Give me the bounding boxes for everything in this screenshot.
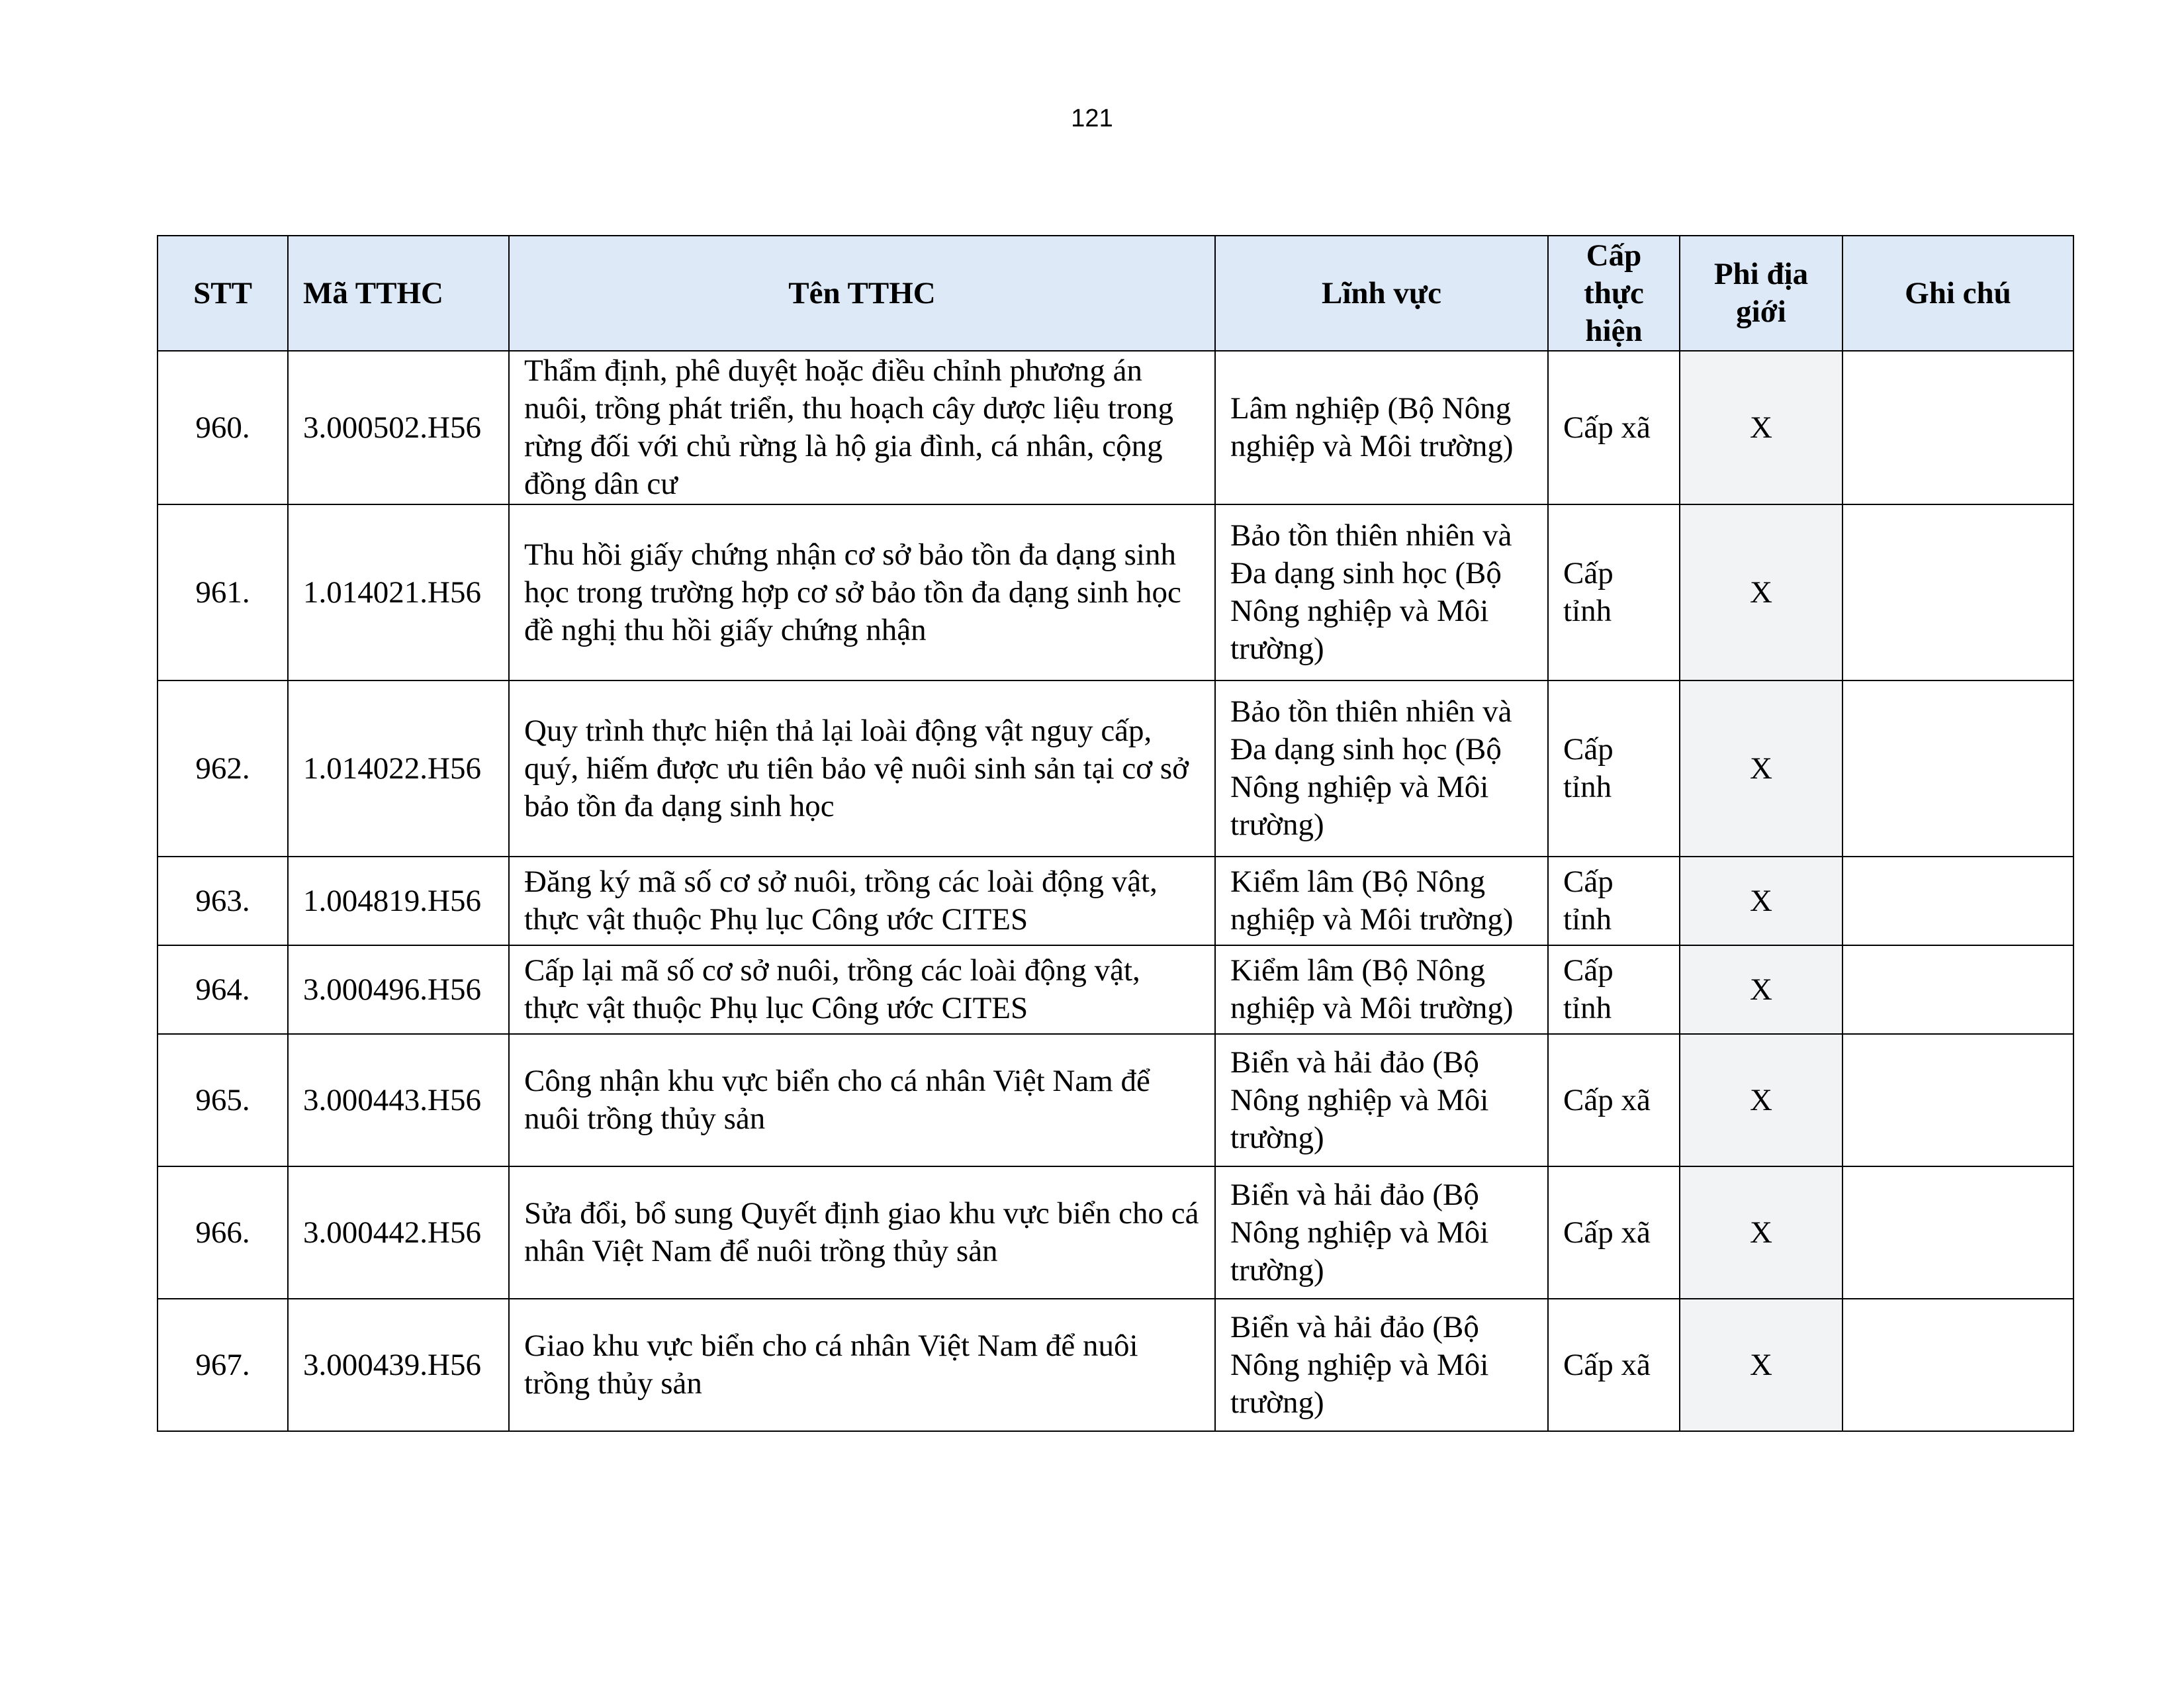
header-phi-dia-gioi: Phi địa giới <box>1680 236 1843 351</box>
cell-ten-tthc: Sửa đổi, bổ sung Quyết định giao khu vực biển cho cá nhân Việt Nam để nuôi trồng thủy sản <box>509 1166 1215 1299</box>
cell-stt: 965. <box>158 1034 288 1166</box>
cell-stt: 962. <box>158 680 288 857</box>
cell-cap-thuc-hien: Cấp tỉnh <box>1548 680 1680 857</box>
cell-phi-dia-gioi: X <box>1680 857 1843 945</box>
cell-ma-tthc: 3.000443.H56 <box>288 1034 509 1166</box>
cell-linh-vuc: Biển và hải đảo (Bộ Nông nghiệp và Môi trường) <box>1215 1299 1548 1431</box>
cell-stt: 964. <box>158 945 288 1034</box>
cell-cap-thuc-hien: Cấp xã <box>1548 1034 1680 1166</box>
table-row <box>158 1299 2073 1431</box>
cell-cap-thuc-hien: Cấp xã <box>1548 1166 1680 1299</box>
cell-ten-tthc: Thẩm định, phê duyệt hoặc điều chỉnh phương án nuôi, trồng phát triển, thu hoạch cây dược liệu trong rừng đối với chủ rừng là hộ gia đình, cá nhân, cộng đồng dân cư <box>509 351 1215 504</box>
cell-phi-dia-gioi: X <box>1680 1299 1843 1431</box>
table-row <box>158 504 2073 680</box>
header-linh-vuc: Lĩnh vực <box>1215 236 1548 351</box>
cell-phi-dia-gioi: X <box>1680 680 1843 857</box>
table-header-row <box>158 236 2073 351</box>
cell-ten-tthc: Cấp lại mã số cơ sở nuôi, trồng các loài động vật, thực vật thuộc Phụ lục Công ước CITES <box>509 945 1215 1034</box>
cell-ma-tthc: 1.014021.H56 <box>288 504 509 680</box>
cell-stt: 966. <box>158 1166 288 1299</box>
cell-cap-thuc-hien: Cấp tỉnh <box>1548 945 1680 1034</box>
cell-ma-tthc: 3.000496.H56 <box>288 945 509 1034</box>
cell-stt: 967. <box>158 1299 288 1431</box>
cell-phi-dia-gioi: X <box>1680 1034 1843 1166</box>
cell-linh-vuc: Kiểm lâm (Bộ Nông nghiệp và Môi trường) <box>1215 945 1548 1034</box>
cell-cap-thuc-hien: Cấp xã <box>1548 351 1680 504</box>
cell-ghi-chu <box>1843 351 2073 504</box>
table-row <box>158 680 2073 857</box>
cell-ma-tthc: 3.000502.H56 <box>288 351 509 504</box>
cell-ghi-chu <box>1843 857 2073 945</box>
cell-ghi-chu <box>1843 1299 2073 1431</box>
table-row <box>158 945 2073 1034</box>
header-ten-tthc: Tên TTHC <box>509 236 1215 351</box>
cell-phi-dia-gioi: X <box>1680 351 1843 504</box>
table-row <box>158 1166 2073 1299</box>
cell-ma-tthc: 3.000439.H56 <box>288 1299 509 1431</box>
cell-linh-vuc: Bảo tồn thiên nhiên và Đa dạng sinh học (Bộ Nông nghiệp và Môi trường) <box>1215 504 1548 680</box>
procedures-table <box>157 235 2074 1432</box>
header-ghi-chu: Ghi chú <box>1843 236 2073 351</box>
cell-phi-dia-gioi: X <box>1680 1166 1843 1299</box>
cell-linh-vuc: Kiểm lâm (Bộ Nông nghiệp và Môi trường) <box>1215 857 1548 945</box>
cell-stt: 960. <box>158 351 288 504</box>
cell-linh-vuc: Bảo tồn thiên nhiên và Đa dạng sinh học (Bộ Nông nghiệp và Môi trường) <box>1215 680 1548 857</box>
cell-cap-thuc-hien: Cấp xã <box>1548 1299 1680 1431</box>
cell-cap-thuc-hien: Cấp tỉnh <box>1548 504 1680 680</box>
cell-ma-tthc: 1.014022.H56 <box>288 680 509 857</box>
cell-ten-tthc: Thu hồi giấy chứng nhận cơ sở bảo tồn đa dạng sinh học trong trường hợp cơ sở bảo tồn đa dạng sinh học đề nghị thu hồi giấy chứng nhận <box>509 504 1215 680</box>
cell-ma-tthc: 3.000442.H56 <box>288 1166 509 1299</box>
cell-linh-vuc: Lâm nghiệp (Bộ Nông nghiệp và Môi trường) <box>1215 351 1548 504</box>
cell-ma-tthc: 1.004819.H56 <box>288 857 509 945</box>
cell-phi-dia-gioi: X <box>1680 504 1843 680</box>
cell-stt: 961. <box>158 504 288 680</box>
cell-phi-dia-gioi: X <box>1680 945 1843 1034</box>
cell-ghi-chu <box>1843 680 2073 857</box>
cell-linh-vuc: Biển và hải đảo (Bộ Nông nghiệp và Môi trường) <box>1215 1034 1548 1166</box>
cell-ghi-chu <box>1843 1166 2073 1299</box>
header-ma-tthc: Mã TTHC <box>288 236 509 351</box>
table-row <box>158 857 2073 945</box>
header-stt: STT <box>158 236 288 351</box>
cell-ghi-chu <box>1843 1034 2073 1166</box>
cell-ghi-chu <box>1843 945 2073 1034</box>
cell-ten-tthc: Công nhận khu vực biển cho cá nhân Việt Nam để nuôi trồng thủy sản <box>509 1034 1215 1166</box>
header-cap-thuc-hien: Cấp thực hiện <box>1548 236 1680 351</box>
cell-linh-vuc: Biển và hải đảo (Bộ Nông nghiệp và Môi trường) <box>1215 1166 1548 1299</box>
cell-stt: 963. <box>158 857 288 945</box>
cell-cap-thuc-hien: Cấp tỉnh <box>1548 857 1680 945</box>
table-row <box>158 351 2073 504</box>
cell-ten-tthc: Giao khu vực biển cho cá nhân Việt Nam để nuôi trồng thủy sản <box>509 1299 1215 1431</box>
cell-ten-tthc: Quy trình thực hiện thả lại loài động vật nguy cấp, quý, hiếm được ưu tiên bảo vệ nuôi sinh sản tại cơ sở bảo tồn đa dạng sinh học <box>509 680 1215 857</box>
cell-ten-tthc: Đăng ký mã số cơ sở nuôi, trồng các loài động vật, thực vật thuộc Phụ lục Công ước CITES <box>509 857 1215 945</box>
page-number: 121 <box>1071 105 1113 132</box>
cell-ghi-chu <box>1843 504 2073 680</box>
table-row <box>158 1034 2073 1166</box>
